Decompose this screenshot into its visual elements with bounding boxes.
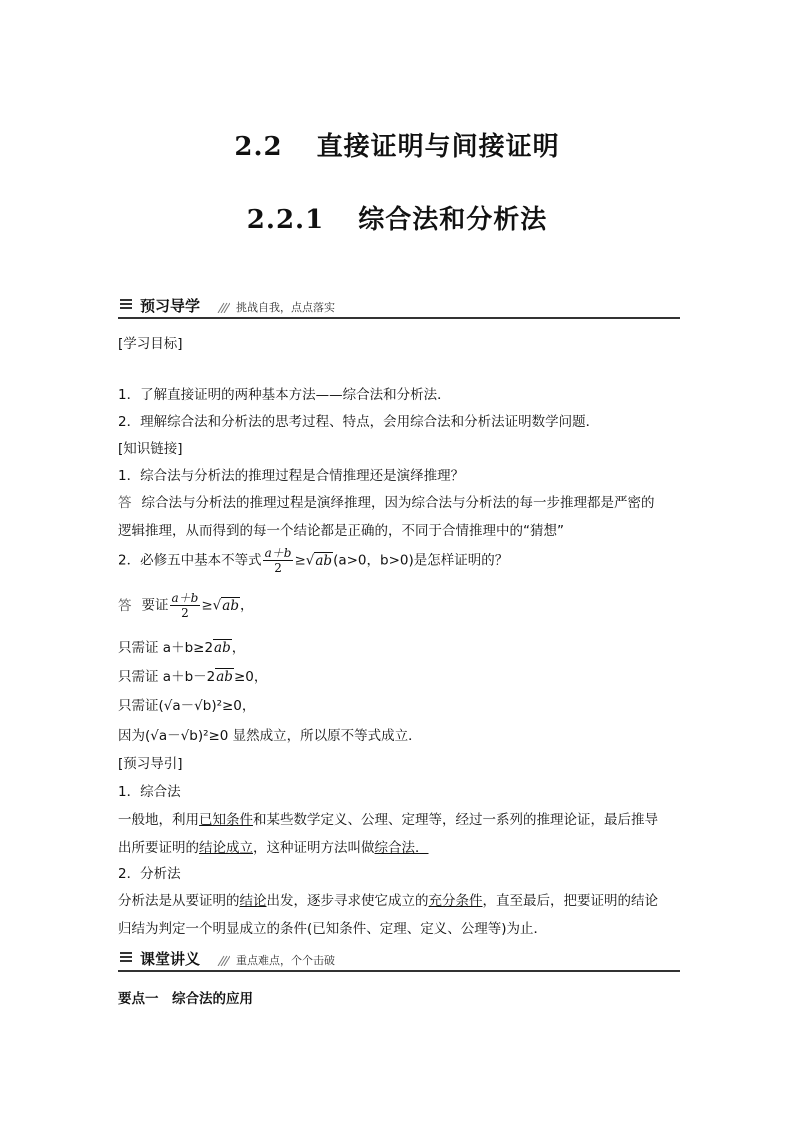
step-1: 只需证 a＋b≥2ab，: [118, 640, 246, 656]
link-heading: [知识链接]: [118, 441, 183, 457]
question-1: 1．综合法与分析法的推理过程是合情推理还是演绎推理？: [118, 468, 465, 484]
chapter-title: [0, 126, 794, 163]
hatch-icon: [216, 954, 230, 966]
section-header-name: 课堂讲义: [140, 950, 201, 968]
section-header-lecture: [118, 948, 680, 972]
bars-icon: [120, 952, 132, 964]
guide-heading: [预习导引]: [118, 756, 183, 772]
step-2: 只需证 a＋b－2ab≥0，: [118, 669, 268, 685]
section-header-sub: 重点难点，个个击破: [236, 954, 335, 967]
answer-mark: 答: [118, 597, 132, 614]
answer-2: 答 要证 $\frac{a+b}{2}$ ≥√ab，: [118, 591, 254, 620]
step-3: 只需证(√a－√b)²≥0，: [118, 698, 256, 714]
section-header-preview: [118, 295, 680, 319]
sqrt-symbol: √ab: [305, 552, 333, 569]
chapter-text: 直接证明与间接证明: [316, 132, 560, 162]
chapter-number: 2.2: [234, 132, 283, 162]
guide-1-title: 1．综合法: [118, 784, 181, 800]
goal-1: 1．了解直接证明的两种基本方法——综合法和分析法．: [118, 387, 451, 403]
guide-2-para-line-2: 归结为判定一个明显成立的条件(已知条件、定理、定义、公理等)为止．: [118, 921, 548, 937]
goals-heading: [学习目标]: [118, 336, 183, 352]
hatch-icon: [216, 301, 230, 313]
guide-2-title: 2．分析法: [118, 866, 181, 882]
fraction: $\frac{a+b}{2}$: [264, 546, 292, 575]
question-2: 2．必修五中基本不等式 $\frac{a+b}{2}$ ≥√ab(a>0，b>0)是怎样证明的？: [118, 546, 509, 575]
answer-1-line-2: 逻辑推理，从而得到的每一个结论都是正确的，不同于合情推理中的“猜想”: [118, 523, 564, 539]
guide-1-para-line-2: 出所要证明的结论成立，这种证明方法叫做综合法．: [118, 840, 429, 856]
goal-2: 2．理解综合法和分析法的思考过程、特点，会用综合法和分析法证明数学问题．: [118, 414, 600, 430]
bars-icon: [120, 299, 132, 311]
answer-1-line-1: 答 综合法与分析法的推理过程是演绎推理，因为综合法与分析法的每一步推理都是严密的: [118, 495, 655, 511]
section-header-name: 预习导学: [140, 297, 201, 315]
guide-1-para-line-1: 一般地，利用已知条件和某些数学定义、公理、定理等，经过一系列的推理论证，最后推导: [118, 812, 658, 828]
section-title: [0, 199, 794, 236]
section-text: 综合法和分析法: [358, 205, 548, 235]
section-header-sub: 挑战自我，点点落实: [236, 301, 335, 314]
guide-2-para-line-1: 分析法是从要证明的结论出发，逐步寻求使它成立的充分条件，直至最后，把要证明的结论: [118, 893, 658, 909]
step-4: 因为(√a－√b)²≥0 显然成立，所以原不等式成立．: [118, 728, 422, 744]
answer-mark: 答: [118, 495, 132, 511]
point-1-heading: 要点一 综合法的应用: [118, 991, 253, 1007]
section-number: 2.2.1: [246, 205, 325, 235]
sqrt-symbol: √ab: [212, 597, 239, 614]
fraction: $\frac{a+b}{2}$: [171, 591, 199, 620]
